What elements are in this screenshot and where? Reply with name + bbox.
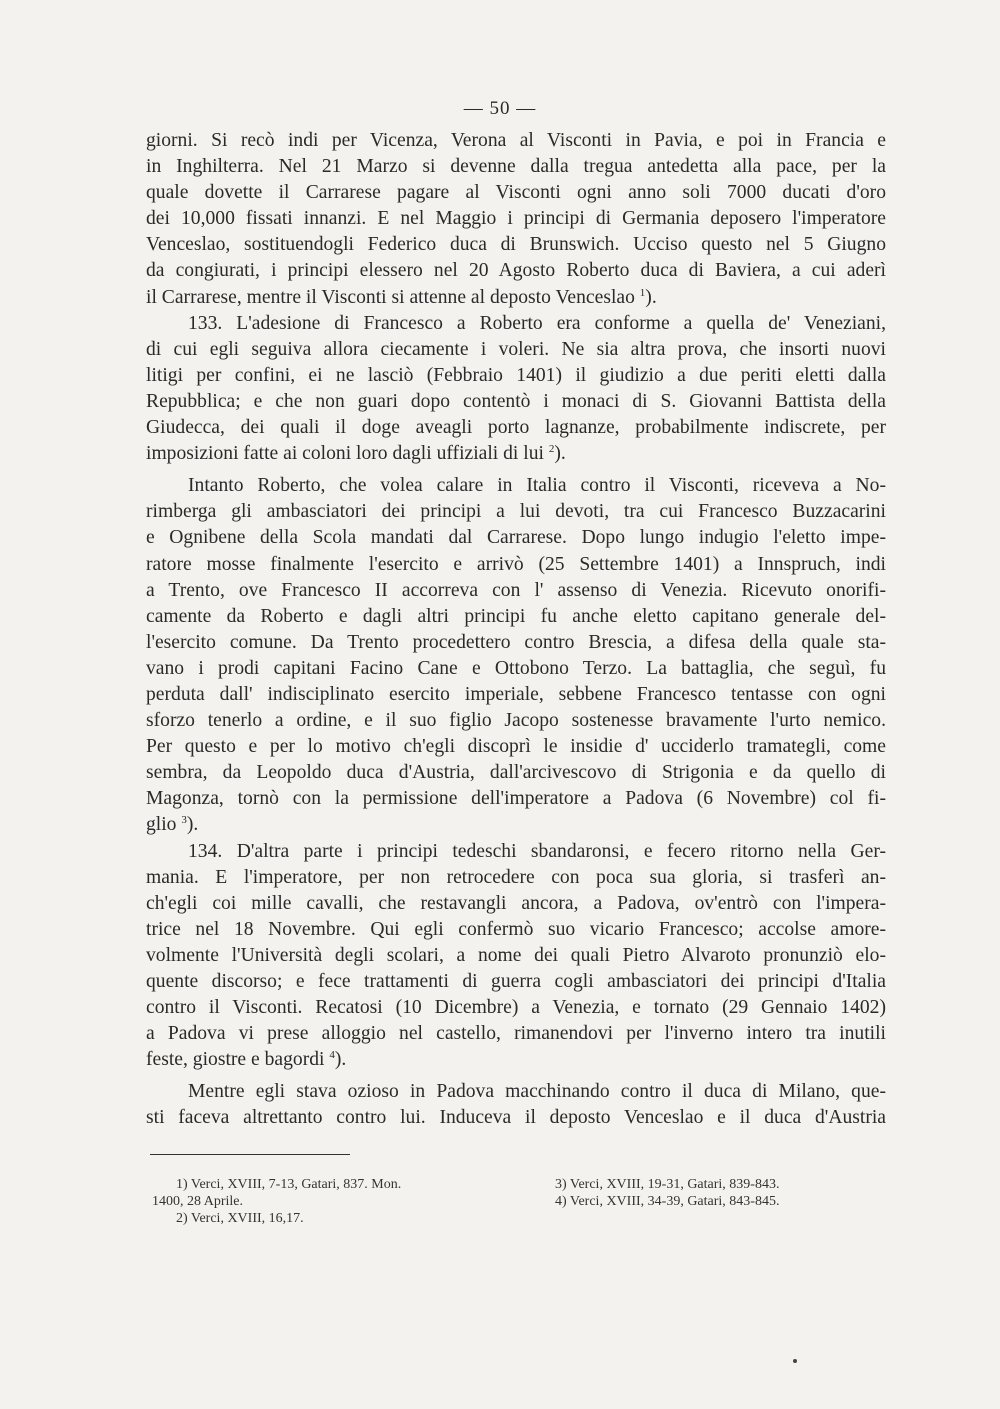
ref-close: ). xyxy=(645,286,657,308)
footnotes-right-column xyxy=(555,1176,875,1210)
text-line: vano i prodi capitani Facino Cane e Ottobono Terzo. La battaglia, che seguì, fu xyxy=(146,657,886,679)
text-line: a Trento, ove Francesco II accorreva con l' assenso di Venezia. Ricevuto onorifi- xyxy=(146,579,886,601)
line-text: il Carrarese, mentre il Visconti si attenne al deposto Venceslao xyxy=(146,286,640,308)
footnote-ref: 1 xyxy=(639,286,646,299)
body-text xyxy=(146,128,886,1132)
text-line: ch'egli coi mille cavalli, che restavangli ancora, a Padova, ov'entrò con l'impera- xyxy=(146,892,886,914)
footnote-ref: 4 xyxy=(329,1049,335,1062)
text-line: contro il Visconti. Recatosi (10 Dicembre) a Venezia, e tornato (29 Gennaio 1402) xyxy=(146,997,886,1019)
text-line: sembra, da Leopoldo duca d'Austria, dall'arcivescovo di Strigonia e da quello di xyxy=(146,762,886,784)
footnotes-left-column xyxy=(152,1176,516,1227)
text-line: rimberga gli ambasciatori dei principi a lui devoti, tra cui Francesco Buzzacarini xyxy=(146,501,886,523)
text-line xyxy=(146,812,886,838)
footnote-4: 4) Verci, XVIII, 34-39, Gatari, 843-845. xyxy=(555,1194,780,1209)
text-line: camente da Roberto e dagli altri principi fu anche eletto capitano generale del- xyxy=(146,605,886,627)
text-line: perduta dall' indisciplinato esercito imperiale, sebbene Francesco tentasse con ogni xyxy=(146,683,886,705)
page-number: — 50 — xyxy=(463,98,537,119)
text-line: mania. E l'imperatore, per non retrocedere con poca sua gloria, si trasferì an- xyxy=(146,866,886,888)
text-line: Magonza, tornò con la permissione dell'imperatore a Padova (6 Novembre) col fi- xyxy=(146,788,886,810)
text-line: l'esercito comune. Da Trento procedettero contro Brescia, a difesa della quale sta- xyxy=(146,631,886,653)
text-line: Venceslao, sostituendogli Federico duca di Brunswich. Ucciso questo nel 5 Giugno xyxy=(146,234,886,256)
text-line: ratore mosse finalmente l'esercito e arrivò (25 Settembre 1401) a Innspruch, indi xyxy=(146,553,886,575)
text-line: di cui egli seguiva allora ciecamente i voleri. Ne sia altra prova, che insorti nuovi xyxy=(146,338,886,360)
text-line: Giudecca, dei quali il doge aveagli porto lagnanze, probabilmente indiscrete, per xyxy=(146,417,886,439)
paragraph-133-start: 133. L'adesione di Francesco a Roberto era conforme a quella de' Veneziani, xyxy=(188,312,886,334)
text-line: sti faceva altrettanto contro lui. Induceva il deposto Venceslao e il duca d'Austria xyxy=(146,1107,886,1129)
paper-speck xyxy=(793,1359,797,1363)
paragraph-start: Intanto Roberto, che volea calare in Italia contro il Visconti, riceveva a No- xyxy=(188,475,886,497)
line-text: feste, giostre e bagordi xyxy=(146,1049,330,1071)
footnote-1-continuation: 1400, 28 Aprile. xyxy=(152,1194,243,1209)
text-line xyxy=(146,1047,886,1073)
text-line: Repubblica; e che non guari dopo contentò i monaci di S. Giovanni Battista della xyxy=(146,390,886,412)
line-text: imposizioni fatte ai coloni loro dagli uffiziali di lui xyxy=(146,443,549,465)
text-line: a Padova vi prese alloggio nel castello, rimanendovi per l'inverno intero tra inutili xyxy=(146,1023,886,1045)
text-line xyxy=(146,285,886,311)
footnote-2: 2) Verci, XVIII, 16,17. xyxy=(176,1211,304,1226)
paragraph-134-start: 134. D'altra parte i principi tedeschi sbandaronsi, e fecero ritorno nella Ger- xyxy=(188,840,886,862)
ref-close: ). xyxy=(554,443,566,465)
footnote-3: 3) Verci, XVIII, 19-31, Gatari, 839-843. xyxy=(555,1177,780,1192)
footnote-divider xyxy=(150,1154,350,1155)
text-line: quente discorso; e fece trattamenti di guerra cogli ambasciatori dei principi d'Italia xyxy=(146,971,886,992)
text-line xyxy=(146,441,886,467)
text-line: sforzo tenerlo a ordine, e il suo figlio Jacopo sostenesse bravamente l'urto nemico. xyxy=(146,710,886,732)
text-line: litigi per confini, ei ne lasciò (Febbraio 1401) il giudizio a due periti eletti dalla xyxy=(146,364,886,386)
footnote-1: 1) Verci, XVIII, 7-13, Gatari, 837. Mon. xyxy=(176,1177,402,1192)
paragraph-start: Mentre egli stava ozioso in Padova macchinando contro il duca di Milano, que- xyxy=(188,1081,886,1103)
ref-close: ). xyxy=(334,1049,347,1071)
footnote-ref: 2 xyxy=(548,443,555,456)
text-line: dei 10,000 fissati innanzi. E nel Maggio i principi di Germania deposero l'imperatore xyxy=(146,208,886,230)
ref-close: ). xyxy=(186,814,199,836)
text-line: trice nel 18 Novembre. Qui egli confermò suo vicario Francesco; accolse amore- xyxy=(146,918,886,940)
text-line: giorni. Si recò indi per Vicenza, Verona al Visconti in Pavia, e poi in Francia e xyxy=(146,130,886,151)
text-line: da congiurati, i principi elessero nel 20 Agosto Roberto duca di Baviera, a cui aderì xyxy=(146,260,886,282)
text-line: quale dovette il Carrarese pagare al Visconti ogni anno soli 7000 ducati d'oro xyxy=(146,182,886,204)
text-line: e Ognibene della Scola mandati dal Carrarese. Dopo lungo indugio l'eletto impe- xyxy=(146,527,886,549)
text-line: Per questo e per lo motivo ch'egli discoprì le insidie d' ucciderlo tramategli, come xyxy=(146,736,886,758)
text-line: in Inghilterra. Nel 21 Marzo si devenne dalla tregua antedetta alla pace, per la xyxy=(146,156,886,178)
line-text: glio xyxy=(146,814,182,836)
text-line: volmente l'Università degli scolari, a nome dei quali Pietro Alvaroto pronunziò elo- xyxy=(146,944,886,966)
footnote-ref: 3 xyxy=(181,814,187,827)
